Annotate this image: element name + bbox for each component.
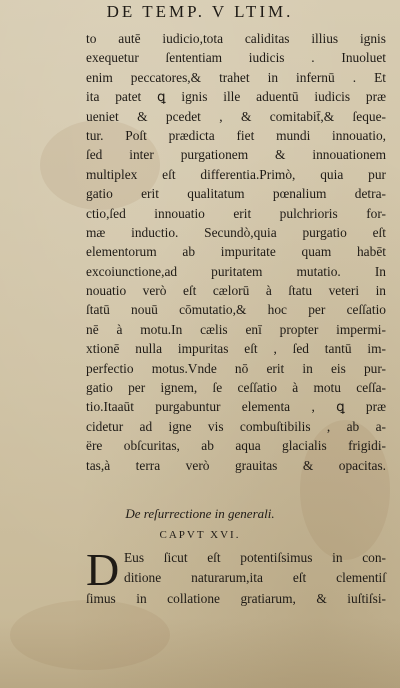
text-line: tas,à terra verò grauitas & opacitas.: [86, 457, 386, 473]
text-line: enim peccatores,& trahet in infernū . Et: [86, 69, 386, 85]
text-line: ita patet ꝗ ignis ille aduentū iudicis præ: [86, 89, 386, 105]
text-line: perfectio motus.Vnde nō erit in eis pur-: [86, 360, 386, 376]
text-line: ditione naturarum,ita eſt clementiſ: [124, 570, 386, 585]
text-line: xtionē nulla impuritas eſt , ſed tantū im-: [86, 341, 386, 357]
text-line: ſtatū nouū cōmutatio,& hoc per ceſſatio: [86, 302, 386, 318]
chapter-opening-last-line: [86, 589, 386, 608]
text-line: nouatio verò eſt cælorū à ſtatu veteri in: [86, 283, 386, 299]
chapter-heading: CAPVT XVI.: [159, 529, 241, 541]
text-line: multiplex eſt differentia.Primò, quia pur: [86, 166, 386, 182]
section-heading: De reſurrectione in generali.: [125, 506, 275, 521]
text-line: ëre obſcuritas, ab aqua glacialis frigidi-: [86, 438, 386, 454]
text-line: ueniet & pcedet , & comitabit̄,& ſeque-: [86, 108, 386, 124]
text-line: ſimus in collatione gratiarum, & iuſtiſsi-: [86, 591, 386, 606]
text-line: mæ inductio. Secundò,quia purgatio eſt: [86, 224, 386, 240]
text-line: cidetur ad igne vis combuſtibilis , ab a-: [86, 418, 386, 434]
text-line: gatio per ignem, ſe ceſſatio à motu ceſſa-: [86, 380, 386, 396]
page-shadow: [0, 618, 400, 688]
text-line: to autē iudicio,tota caliditas illius ignis: [86, 31, 386, 46]
drop-cap: D: [86, 544, 120, 595]
text-line: ctio,ſed innouatio erit pulchrioris for-: [86, 205, 386, 221]
text-line: nē à motu.In cælis enī propter impermi-: [86, 321, 386, 337]
chapter-opening-text: [124, 548, 386, 588]
text-line: gatio erit qualitatum pœnalium detra-: [86, 186, 386, 202]
text-line: ſed inter purgationem & innouationem: [86, 147, 386, 163]
text-line: excoiunctione,ad puritatem mutatio. In: [86, 263, 386, 279]
text-line: exequetur ſententiam iudicis . Inuoluet: [86, 50, 386, 66]
text-line: elementorum ab impuritate quam habēt: [86, 244, 386, 260]
text-line: tio.Itaaūt purgabuntur elementa , ꝗ præ: [86, 399, 386, 415]
text-line: Eus ſicut eſt potentiſsimus in con-: [124, 550, 386, 565]
body-text: [86, 29, 386, 475]
text-line: tur. Poſt prædicta fiet mundi innouatio,: [86, 127, 386, 143]
running-header: DE TEMP. V LTIM.: [106, 2, 294, 21]
